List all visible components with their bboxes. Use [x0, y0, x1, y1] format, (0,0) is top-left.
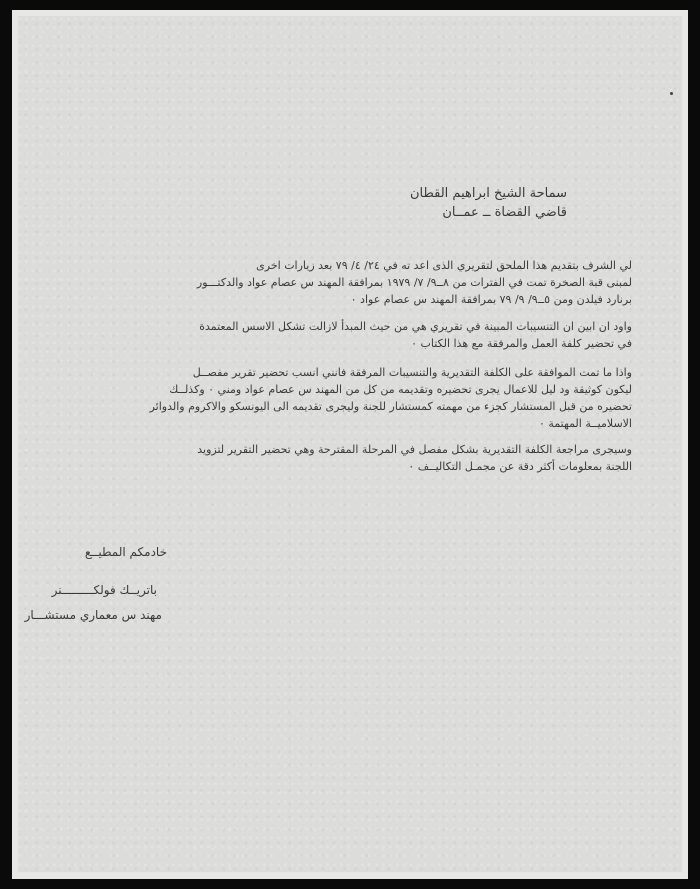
- letter-page: [18, 16, 682, 872]
- paper-speck: [670, 92, 673, 95]
- paragraph-2: [78, 318, 632, 352]
- paragraph-line: لمبنى قبة الصخرة تمت في الفترات من ٨ــ٩/ ٧/ ١٩٧٩ بمرافقة المهند س عصام عواد والدكتـــور: [196, 276, 632, 289]
- paragraph-line: واذا ما تمت الموافقة على الكلفة التقديرية والتنسيبات المرفقة فانني انسب تحضير تقرير مفصــل: [192, 366, 632, 379]
- paragraph-3: [78, 364, 632, 432]
- paragraph-4: [78, 441, 632, 475]
- signatory-title: مهند س معماري مستشـــار: [24, 608, 162, 622]
- paragraph-line: اللجنة بمعلومات أكثر دقة عن مجمـل التكاليــف ٠: [408, 460, 632, 473]
- paragraph-line: وسيجرى مراجعة الكلفة التقديرية بشكل مفصل في المرحلة المقترحة وهي تحضير التقرير لتزويد: [197, 443, 632, 456]
- paragraph-line: ليكون كوثيقة ود ليل للاعمال يجرى تحضيره وتقديمه من كل من المهند س عصام عواد ومني ٠ وكذلــك: [169, 383, 632, 396]
- recipient-line-1: سماحة الشيخ ابراهيم القطان: [409, 186, 567, 201]
- paragraph-line: برنارد فيلدن ومن ٥ــ٩/ ٩/ ٧٩ بمرافقة المهند س عصام عواد ٠: [350, 293, 632, 306]
- signatory-name: باتريــك فولكـــــــــنر: [51, 583, 157, 597]
- recipient-block: [410, 184, 567, 222]
- paragraph-1: [78, 257, 632, 308]
- paragraph-line: في تحضير كلفة العمل والمرفقة مع هذا الكتاب ٠: [411, 337, 632, 350]
- closing-salutation: خادمكم المطيــع: [84, 545, 167, 559]
- recipient-line-2: قاضي القضاة ــ عمــان: [442, 205, 567, 220]
- paragraph-line: الاسلاميــة المهتمة ٠: [539, 417, 632, 430]
- paragraph-line: واود ان ابين ان التنسيبات المبينة في تقريري هي من حيث المبدأ لازالت تشكل الاسس المعتمدة: [199, 320, 632, 333]
- paragraph-line: لي الشرف بتقديم هذا الملحق لتقريري الذى اعد ته في ٢٤/ ٤/ ٧٩ بعد زيارات اخرى: [256, 259, 632, 272]
- paragraph-line: تحضيره من قبل المستشار كجزء من مهمته كمستشار للجنة وليجرى تقديمه الى اليونسكو والاكروم والدوائر: [149, 400, 632, 413]
